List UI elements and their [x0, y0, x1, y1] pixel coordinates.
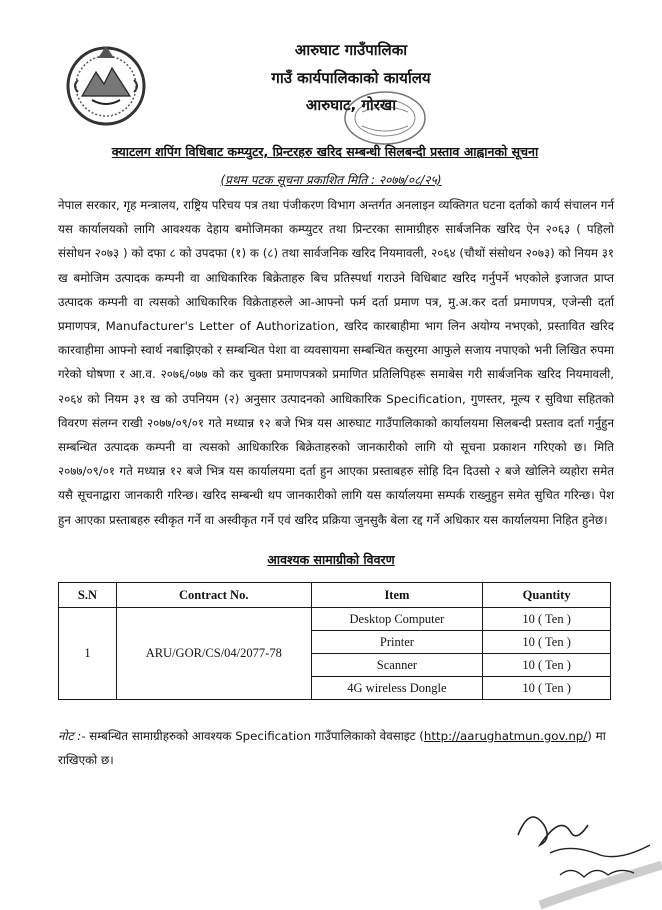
cell-item: 4G wireless Dongle	[311, 677, 483, 700]
requirements-table	[58, 582, 611, 700]
cell-item: Desktop Computer	[311, 608, 483, 631]
cell-quantity: 10 ( Ten )	[483, 631, 611, 654]
note-paragraph	[58, 724, 618, 772]
municipality-name: आरुघाट गाउँपालिका	[294, 41, 408, 59]
note-label: नोट :-	[58, 729, 86, 743]
table-header-row	[59, 583, 611, 608]
cell-quantity: 10 ( Ten )	[483, 608, 611, 631]
header-sn: S.N	[59, 583, 117, 608]
table-title: आवश्यक सामाग्रीको विवरण	[267, 552, 395, 567]
cell-item: Printer	[311, 631, 483, 654]
cell-sn: 1	[59, 608, 117, 700]
publish-date: (प्रथम पटक सूचना प्रकाशित मिति : २०७७/०८/२५)	[220, 173, 442, 187]
note-text: सम्बन्धित सामाग्रीहरुको आवश्यक Specification गाउँपालिकाको वेवसाइट (	[85, 729, 424, 743]
header-contract-no: Contract No.	[116, 583, 311, 608]
cell-contract-no: ARU/GOR/CS/04/2077-78	[116, 608, 311, 700]
notice-subject: क्याटलग शपिंग विधिबाट कम्प्युटर, प्रिन्टरहरु खरिद सम्बन्धी सिलबन्दी प्रस्ताव आह्वानको सूचना	[111, 144, 539, 159]
office-address: आरुघाट, गोरखा	[305, 96, 397, 114]
office-stamp-icon	[340, 88, 430, 148]
cell-quantity: 10 ( Ten )	[483, 654, 611, 677]
note-text-end: ) मा राखिएको छ।	[58, 729, 606, 767]
cell-quantity: 10 ( Ten )	[483, 677, 611, 700]
notice-body: नेपाल सरकार, गृह मन्त्रालय, राष्ट्रिय परिचय पत्र तथा पंजीकरण विभाग अन्तर्गत अनलाइन व्यक्तिगत घटना दर्ताको कार्य संचालन गर्न यस कार्यालयको लागि आवश्यक देहाय बमोजिमका कम्प्युटर तथा प्रिन्टरका सामाग्रीहरु सार्बजनिक खरिद ऐन २०६३ ( पहिलो संसोधन २०७३ ) को दफा ८ को उपदफा (१) क (८) तथा सार्वजनिक खरिद नियमावली, २०६४ (चौथों संसोधन २०७३) को नियम ३१ ख बमोजिम उत्पादक कम्पनी वा आधिकारिक बिक्रेताहरु बिच प्रतिस्पर्धा गराउने विधिबाट खरिद गर्नुपर्ने भएकोले इजाजत प्राप्त उत्पादक कम्पनी वा त्यसको आधिकारिक विक्रेताहरुले आ-आफ्नो फर्म दर्ता प्रमाण पत्र, मु.अ.कर दर्ता प्रमाणपत्र, एजेन्सी दर्ता प्रमाणपत्र, Manufacturer's Letter of Authorization, खरिद कारबाहीमा भाग लिन अयोग्य नभएको, प्रस्तावित खरिद कारवाहीमा आफ्नो स्वार्थ नबाझिएको र सम्बन्धित पेशा वा व्यवसायमा सम्बन्धित कसुरमा आफुले सजाय नपाएको भनी लिखित रुपमा गरेको घोषणा र आ.व. २०७६/०७७ को कर चुक्ता प्रमाणपत्रको प्रमाणित प्रतिलिपिहरू समाबेस गरी सार्बजनिक खरिद नियमावली, २०६४ को नियम ३१ ख को उपनियम (२) अनुसार उत्पादनको आधिकारिक Specification, गुणस्तर, मूल्य र सुविधा सहितको विवरण संलग्न राखी २०७७/०९/०१ गते मध्यान्न १२ बजे भित्र यस आरुघाट गाउँपालिकाको कार्यालयमा सिलबन्दी प्रस्ताव दर्ता गर्नुहुन सम्बन्धित उत्पादक कम्पनी वा त्यसको आधिकारिक बिक्रेताहरुको जानकारीको लागि यो सूचना प्रकाशन गरिएको छ। मिति २०७७/०९/०१ गते मध्यान्न १२ बजे भित्र यस कार्यालयमा दर्ता हुन आएका प्रस्ताबहरु सोहि दिन दिउसो २ बजे खोलिने व्यहोरा समेत यसै सूचनाद्वारा जानकारी गरिन्छ। खरिद सम्बन्धी थप जानकारीको लागि यस कार्यालयमा सम्पर्क राख्नुहुन समेत सुचित गरिन्छ। पेश हुन आएका प्रस्ताबहरु स्वीकृत गर्ने वा अस्वीकृत गर्ने एवं खरिद प्रक्रिया जुनसुकै बेला रद्द गर्ने अधिकार यस कार्यालयमा निहित हुनेछ।	[58, 198, 614, 527]
header-quantity: Quantity	[483, 583, 611, 608]
table-row	[59, 608, 611, 631]
website-link[interactable]: http://aarughatmun.gov.np/	[423, 729, 588, 743]
cell-item: Scanner	[311, 654, 483, 677]
office-name: गाउँ कार्यपालिकाको कार्यालय	[271, 69, 431, 87]
header-item: Item	[311, 583, 483, 608]
signature-stamp-icon	[500, 795, 662, 910]
